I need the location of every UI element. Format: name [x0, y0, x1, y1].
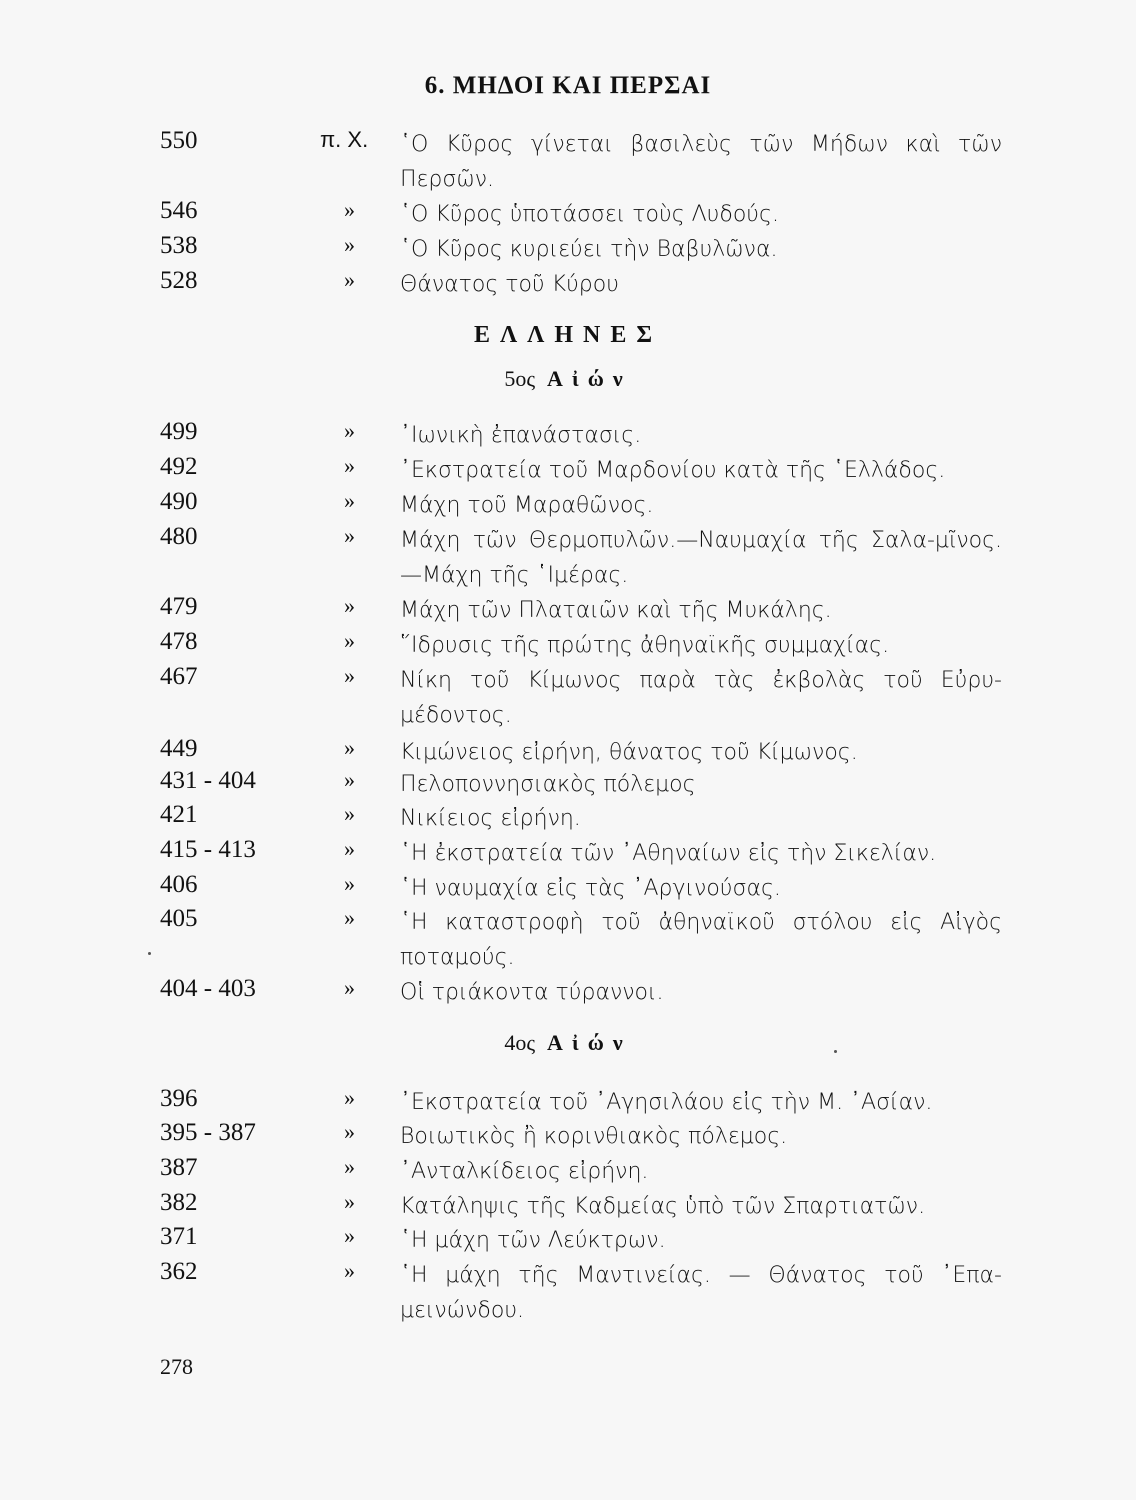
event-text: ῾Η ναυμαχία εἰς τὰς ᾿Αργινούσας. [400, 876, 781, 901]
event-text: Μάχη τοῦ Μαραθῶνος. [400, 493, 654, 518]
era-label: π. Χ. [320, 127, 369, 152]
year-label: 490 [160, 488, 198, 515]
event-text: ῾Η ἐκστρατεία τῶν ᾿Αθηναίων εἰς τὴν Σικελίαν. [400, 841, 937, 866]
century-word: Αἰών [547, 1030, 632, 1055]
timeline-row [0, 905, 1136, 970]
ditto-mark: » [344, 197, 355, 222]
timeline-row [0, 488, 1136, 523]
year-label: 467 [160, 663, 198, 690]
year-label: 405 [160, 905, 198, 932]
timeline-row [0, 1119, 1136, 1154]
event-text: Νίκη τοῦ Κίμωνος παρὰ τὰς ἐκβολὰς τοῦ Εὐρυ-μέδοντος. [400, 668, 1002, 728]
timeline-row [0, 1154, 1136, 1189]
ditto-mark: » [344, 418, 355, 443]
event-text: ῞Ιδρυσις τῆς πρώτης ἀθηναϊκῆς συμμαχίας. [400, 633, 890, 658]
scan-speck [834, 1050, 837, 1053]
event-text: Πελοποννησιακὸς πόλεμος [400, 772, 696, 797]
timeline-row [0, 127, 1136, 192]
century-heading [0, 1030, 1136, 1056]
year-label: 396 [160, 1085, 198, 1112]
ditto-mark: » [344, 975, 355, 1000]
ditto-mark: » [344, 905, 355, 930]
event-text: Οἱ τριάκοντα τύραννοι. [400, 980, 664, 1005]
year-label: 528 [160, 267, 198, 294]
ditto-mark: » [344, 628, 355, 653]
event-text: ᾿Ανταλκίδειος εἰρήνη. [400, 1159, 649, 1184]
year-label: 406 [160, 871, 198, 898]
timeline-row [0, 1189, 1136, 1224]
scan-speck [148, 952, 151, 955]
event-text: ᾿Εκστρατεία τοῦ Μαρδονίου κατὰ τῆς ῾Ελλάδος. [400, 458, 946, 483]
ditto-mark: » [344, 871, 355, 896]
century-heading [0, 366, 1136, 392]
year-label: 404 - 403 [160, 975, 256, 1002]
year-label: 371 [160, 1223, 198, 1250]
ditto-mark: » [344, 267, 355, 292]
ditto-mark: » [344, 232, 355, 257]
ditto-mark: » [344, 1119, 355, 1144]
ditto-mark: » [344, 523, 355, 548]
year-label: 449 [160, 735, 198, 762]
year-label: 382 [160, 1189, 198, 1216]
event-text: ῾Η μάχη τῶν Λεύκτρων. [400, 1228, 666, 1253]
year-label: 492 [160, 453, 198, 480]
year-label: 479 [160, 593, 198, 620]
event-text: Κατάληψις τῆς Καδμείας ὑπὸ τῶν Σπαρτιατῶν. [400, 1194, 926, 1219]
ditto-mark: » [344, 801, 355, 826]
ditto-mark: » [344, 1258, 355, 1283]
event-text: ῾Ο Κῦρος κυριεύει τὴν Βαβυλῶνα. [400, 237, 778, 262]
timeline-row [0, 801, 1136, 836]
timeline-row [0, 628, 1136, 663]
event-text: Νικίειος εἰρήνη. [400, 806, 581, 831]
timeline-row [0, 975, 1136, 1010]
timeline-row [0, 593, 1136, 628]
ditto-mark: » [344, 735, 355, 760]
page-number: 278 [160, 1354, 193, 1379]
ditto-mark: » [344, 1189, 355, 1214]
event-text: Κιμώνειος εἰρήνη, θάνατος τοῦ Κίμωνος. [400, 740, 858, 765]
century-number: 5ος [504, 366, 536, 391]
event-text: ῾Η μάχη τῆς Μαντινείας. — Θάνατος τοῦ ᾿Επα-μεινώνδου. [400, 1263, 1002, 1323]
ditto-mark: » [344, 593, 355, 618]
ditto-mark: » [344, 1223, 355, 1248]
year-label: 415 - 413 [160, 836, 256, 863]
timeline-row [0, 1085, 1136, 1120]
timeline-row [0, 735, 1136, 770]
timeline-row [0, 232, 1136, 267]
greeks-heading: ΕΛΛΗΝΕΣ [473, 322, 663, 348]
timeline-row [0, 767, 1136, 802]
event-text: ῾Ο Κῦρος ὑποτάσσει τοὺς Λυδούς. [400, 202, 779, 227]
year-label: 499 [160, 418, 198, 445]
event-text: Μάχη τῶν Πλαταιῶν καὶ τῆς Μυκάλης. [400, 598, 832, 623]
ditto-mark: » [344, 453, 355, 478]
timeline-row [0, 663, 1136, 728]
event-text: ῾Ο Κῦρος γίνεται βασιλεὺς τῶν Μήδων καὶ τῶν Περσῶν. [400, 132, 1002, 192]
timeline-row [0, 523, 1136, 588]
century-word: Αἰών [547, 366, 632, 391]
timeline-row [0, 453, 1136, 488]
year-label: 546 [160, 197, 198, 224]
year-label: 395 - 387 [160, 1119, 256, 1146]
section-title: 6. ΜΗΔΟΙ ΚΑΙ ΠΕΡΣΑΙ [424, 72, 712, 99]
ditto-mark: » [344, 1085, 355, 1110]
year-label: 480 [160, 523, 198, 550]
ditto-mark: » [344, 836, 355, 861]
timeline-row [0, 418, 1136, 453]
ditto-mark: » [344, 488, 355, 513]
timeline-row [0, 267, 1136, 302]
century-number: 4ος [504, 1030, 536, 1055]
event-text: Βοιωτικὸς ἢ κορινθιακὸς πόλεμος. [400, 1124, 788, 1149]
timeline-row [0, 871, 1136, 906]
ditto-mark: » [344, 767, 355, 792]
event-text: Θάνατος τοῦ Κύρου [400, 272, 619, 297]
event-text: ᾿Ιωνικὴ ἐπανάστασις. [400, 423, 642, 448]
timeline-row [0, 197, 1136, 232]
year-label: 362 [160, 1258, 198, 1285]
event-text: Μάχη τῶν Θερμοπυλῶν.—Ναυμαχία τῆς Σαλα-μῖνος.—Μάχη τῆς ῾Ιμέρας. [400, 528, 1002, 588]
ditto-mark: » [344, 663, 355, 688]
event-text: ῾Η καταστροφὴ τοῦ ἀθηναϊκοῦ στόλου εἰς Αἰγὸς ποταμούς. [400, 910, 1002, 970]
year-label: 550 [160, 127, 198, 154]
event-text: ᾿Εκστρατεία τοῦ ᾿Αγησιλάου εἰς τὴν Μ. ᾿Ασίαν. [400, 1090, 933, 1115]
year-label: 421 [160, 801, 198, 828]
year-label: 387 [160, 1154, 198, 1181]
timeline-row [0, 836, 1136, 871]
timeline-row [0, 1258, 1136, 1323]
ditto-mark: » [344, 1154, 355, 1179]
year-label: 538 [160, 232, 198, 259]
year-label: 478 [160, 628, 198, 655]
year-label: 431 - 404 [160, 767, 256, 794]
timeline-row [0, 1223, 1136, 1258]
